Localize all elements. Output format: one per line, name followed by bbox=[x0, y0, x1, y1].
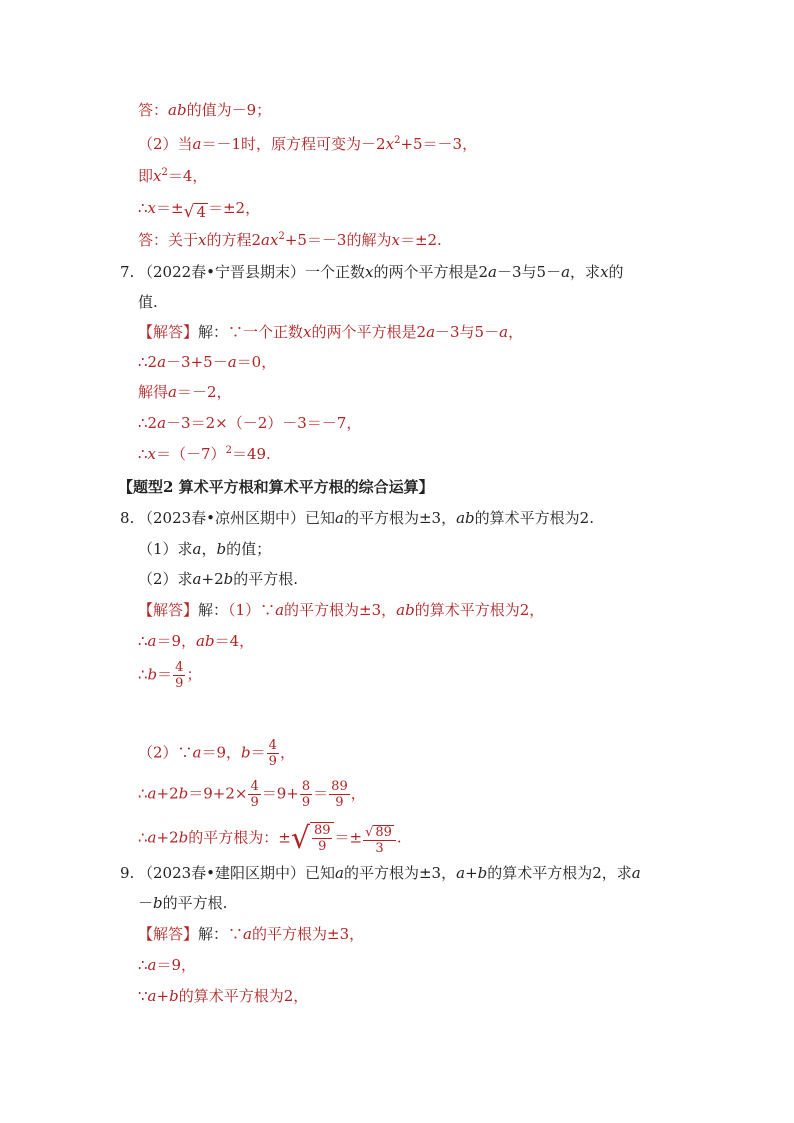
question-7-number: 7. bbox=[120, 263, 135, 281]
fraction: $\frac{4}{9}$ bbox=[250, 779, 259, 810]
question-8-sub-1: （1）求a，b的值； bbox=[138, 540, 272, 558]
question-9-text: （2023春•建阳区期中）已知a的平方根为±3，a+b的算术平方根为2，求a bbox=[138, 864, 641, 882]
question-8-number: 8. bbox=[120, 509, 135, 527]
question-8-text: （2023春•凉州区期中）已知a的平方根为±3，ab的算术平方根为2. bbox=[138, 509, 594, 527]
q8-solution-line-1: 【解答】解：（1）∵a的平方根为±3，ab的算术平方根为2， bbox=[138, 601, 545, 619]
question-7-text: （2022春•宁晋县期末）一个正数x的两个平方根是2a－3与5－a，求x的 bbox=[138, 263, 624, 281]
section-heading: 【题型2 算术平方根和算术平方根的综合运算】 bbox=[118, 478, 434, 496]
fraction: $\frac{4}{9}$ bbox=[175, 660, 184, 691]
question-8-sub-2: （2）求a+2b的平方根. bbox=[138, 570, 299, 588]
sqrt-fraction: √ $\frac{89}{9}$ bbox=[291, 822, 335, 856]
answer-ab-line: 答：ab的值为－9； bbox=[138, 101, 272, 119]
q7-solution-line-5: $\therefore x=(-7)^2=49$. bbox=[138, 445, 271, 463]
q8-solution-line-4: （2）∵a＝9，b＝ $\frac{4}{9}$ ， bbox=[138, 738, 295, 769]
fraction: $\frac{89}{9}$ bbox=[331, 779, 348, 810]
fraction: $\frac{4}{9}$ bbox=[268, 738, 277, 769]
q7-solution-line-4: ∴2a－3＝2×（－2）－3＝－7， bbox=[138, 414, 362, 432]
q8-solution-line-6: ∴a+2b的平方根为：± √ $\frac{89}{9}$ ＝± √ 89 3 . bbox=[138, 820, 402, 856]
q7-solution-line-1: 【解答】解：∵一个正数x的两个平方根是2a－3与5－a， bbox=[138, 323, 524, 341]
ji-line: 即$x^2=4$， bbox=[138, 167, 208, 185]
answer-tag: 【解答】 bbox=[138, 925, 199, 943]
answer-equation-line: 答：关于x的方程$2ax^2+5=-3$的解为x＝±2. bbox=[138, 231, 442, 249]
answer-tag: 【解答】 bbox=[138, 323, 199, 341]
q9-solution-line-2: ∴a＝9， bbox=[138, 956, 197, 974]
q9-solution-line-3: ∵a+b的算术平方根为2， bbox=[138, 987, 309, 1005]
q8-solution-line-5: ∴a+2b＝9+2× $\frac{4}{9}$ ＝9+ $\frac{8}{9}$ ＝ $\frac{89}{9}$ ， bbox=[138, 779, 366, 810]
q7-solution-line-3: 解得a＝－2， bbox=[138, 383, 232, 401]
q7-solution-line-2: ∴2a－3+5－a＝0， bbox=[138, 353, 277, 371]
question-9-text-cont: －b的平方根. bbox=[138, 894, 228, 912]
part2-when-line: （2）当a＝－1时，原方程可变为$-2x^2+5=-3$， bbox=[138, 135, 478, 153]
question-7-text-cont: 值. bbox=[138, 293, 158, 311]
fraction: $\frac{8}{9}$ bbox=[301, 779, 311, 810]
answer-tag: 【解答】 bbox=[138, 601, 199, 619]
q8-solution-line-2: ∴a＝9，ab＝4， bbox=[138, 632, 255, 650]
fraction: √ 89 3 bbox=[363, 821, 396, 856]
q9-solution-line-1: 【解答】解：∵a的平方根为±3， bbox=[138, 925, 365, 943]
question-9-number: 9. bbox=[120, 864, 135, 882]
therefore-x-line: ∴x＝± √ 4 ＝±2， bbox=[138, 199, 261, 222]
sqrt-expression: √ 4 bbox=[183, 202, 206, 222]
q8-solution-line-3: ∴b＝ $\frac{4}{9}$ ； bbox=[138, 660, 202, 691]
